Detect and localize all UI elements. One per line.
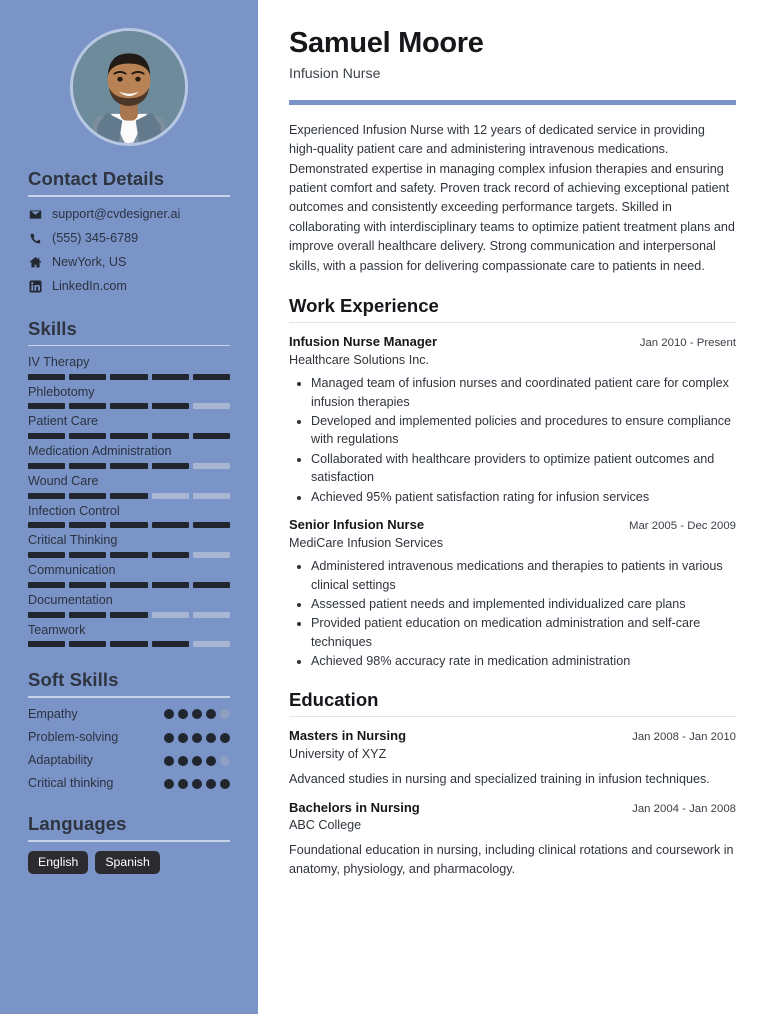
skill-level-bar [28,374,230,380]
skill-segment [152,582,189,588]
soft-skill-dot [192,709,202,719]
soft-skills-section [28,669,230,791]
education-entry-date: Jan 2008 - Jan 2010 [632,731,736,744]
work-bullet: • Provided patient education on medication administration and self-care techniques [311,614,736,651]
skill-segment [28,374,65,380]
education-entry [289,728,736,788]
work-entry-organization: Healthcare Solutions Inc. [289,352,430,367]
contact-linkedin-text: LinkedIn.com [52,278,127,293]
soft-skill-dot [164,733,174,743]
skill-item [28,533,230,558]
soft-skill-rating [164,756,230,766]
work-entry [289,517,736,671]
soft-skill-dot [164,709,174,719]
soft-skill-dot [220,733,230,743]
contact-item-email[interactable] [28,206,230,224]
skill-label: Communication [28,563,116,578]
skill-segment [110,374,147,380]
skill-level-bar [28,493,230,499]
soft-skill-dot [192,779,202,789]
soft-skill-label: Adaptability [28,753,94,768]
languages-divider [28,840,230,842]
profile-photo-illustration [73,31,185,143]
skill-level-bar [28,463,230,469]
skill-segment [110,463,147,469]
soft-skill-dot [220,779,230,789]
avatar [70,28,188,146]
work-bullet: • Achieved 98% accuracy rate in medication administration [311,652,736,670]
work-entry-title: Infusion Nurse Manager [289,334,438,350]
skill-item [28,623,230,648]
skill-segment [69,612,106,618]
education-entry [289,800,736,879]
soft-skill-dot [178,733,188,743]
skill-item [28,444,230,469]
skill-label: Infection Control [28,503,120,518]
soft-skill-dot [206,709,216,719]
work-entry-date: Jan 2010 - Present [639,337,736,350]
skill-segment [28,433,65,439]
work-bullet: • Managed team of infusion nurses and coordinated patient care for complex infusion therapies [311,374,736,411]
avatar-container [28,28,230,146]
skill-segment [28,493,65,499]
education-entry-institution: University of XYZ [289,747,387,762]
work-entry-title: Senior Infusion Nurse [289,516,425,532]
education-list [289,728,736,878]
skill-segment [193,493,230,499]
skill-level-bar [28,641,230,647]
skill-item [28,563,230,588]
skill-label: Medication Administration [28,444,172,459]
skill-segment [69,374,106,380]
soft-skill-dot [178,756,188,766]
soft-skill-dot [178,779,188,789]
soft-skill-rating [164,709,230,719]
languages-title: Languages [28,813,127,835]
skill-segment [110,522,147,528]
skill-segment [28,612,65,618]
skill-segment [69,552,106,558]
skill-item [28,414,230,439]
skill-segment [110,641,147,647]
home-icon [28,255,43,270]
work-bullet: • Collaborated with healthcare providers to optimize patient outcomes and satisfaction [311,450,736,487]
skill-level-bar [28,612,230,618]
skill-label: Critical Thinking [28,533,118,548]
skill-segment [152,612,189,618]
sidebar [0,0,258,1014]
skill-segment [193,463,230,469]
skill-segment [28,582,65,588]
soft-skill-item [28,707,230,722]
soft-skill-label: Critical thinking [28,776,114,791]
education-entry-description: Advanced studies in nursing and specialized training in infusion techniques. [289,771,710,786]
contact-item-location[interactable] [28,254,230,272]
work-bullet: • Achieved 95% patient satisfaction rating for infusion services [311,488,736,506]
work-bullet: • Developed and implemented policies and procedures to ensure compliance with regulations [311,412,736,449]
education-entry-title: Bachelors in Nursing [289,799,420,815]
work-bullet-list [289,557,736,670]
skill-segment [152,403,189,409]
job-role-subtitle: Infusion Nurse [289,65,381,82]
skill-segment [110,433,147,439]
skill-segment [193,582,230,588]
work-bullet-list [289,374,736,506]
soft-skill-dot [206,779,216,789]
soft-skills-list [28,707,230,791]
contact-details-title: Contact Details [28,168,165,189]
work-entry-header [289,334,736,351]
professional-summary: Experienced Infusion Nurse with 12 years of dedicated service in providing high-quality patient care and administering intravenous medications. Demonstrated expertise in managing complex infusion therapies and ensuring patient comfort and safety. Proven track record of achieving exceptional patient outcomes and consistently exceeding performance targets. Skilled in collaborating with interdisciplinary teams to optimize patient treatment plans and improve overall healthcare delivery. Strong communication and interpersonal skills, with a passion for delivering compassionate care to patients in need. [289,122,735,273]
education-entry-header [289,800,736,817]
skill-segment [110,582,147,588]
skill-segment [152,522,189,528]
work-entry [289,334,736,506]
work-entry-header [289,517,736,534]
linkedin-icon [28,279,43,294]
skill-segment [69,403,106,409]
skill-segment [193,374,230,380]
soft-skill-dot [220,756,230,766]
skill-segment [193,641,230,647]
skill-segment [152,493,189,499]
skills-section [28,318,230,648]
soft-skills-title: Soft Skills [28,669,119,691]
skill-segment [110,403,147,409]
soft-skill-dot [206,756,216,766]
skill-segment [193,403,230,409]
accent-bar [289,100,736,105]
contact-details-section [28,168,230,296]
education-divider [289,716,736,717]
work-experience-section [289,295,736,670]
languages-list [28,851,230,874]
skill-item [28,474,230,499]
skill-level-bar [28,433,230,439]
main-content [258,0,768,1014]
skill-label: Wound Care [28,473,99,488]
soft-skill-item [28,776,230,791]
education-entry-description: Foundational education in nursing, including clinical rotations and coursework in anatomy, physiology, and pharmacology. [289,842,734,876]
skills-list [28,355,230,647]
soft-skill-item [28,753,230,768]
skill-level-bar [28,552,230,558]
soft-skill-label: Empathy [28,706,78,721]
skill-segment [28,522,65,528]
education-section [289,689,736,878]
skill-label: IV Therapy [28,355,90,369]
education-title: Education [289,689,379,711]
education-entry-header [289,728,736,745]
skill-segment [193,612,230,618]
contact-divider [28,195,230,197]
education-entry-institution: ABC College [289,818,362,833]
skill-item [28,504,230,529]
skills-divider [28,345,230,347]
soft-skill-rating [164,779,230,789]
soft-skill-dot [192,733,202,743]
education-entry-date: Jan 2004 - Jan 2008 [632,802,736,815]
skill-level-bar [28,582,230,588]
skill-segment [69,641,106,647]
skill-segment [193,552,230,558]
skill-segment [69,433,106,439]
skill-segment [110,493,147,499]
skill-label: Phlebotomy [28,384,95,399]
envelope-icon [28,207,43,222]
skill-segment [152,641,189,647]
skill-item [28,355,230,380]
skill-label: Documentation [28,592,113,607]
work-entry-date: Mar 2005 - Dec 2009 [628,519,736,532]
soft-skill-dot [164,779,174,789]
soft-skill-rating [164,733,230,743]
skill-segment [152,374,189,380]
work-experience-divider [289,322,736,323]
skill-segment [110,612,147,618]
skill-segment [193,433,230,439]
skill-segment [28,552,65,558]
work-experience-list [289,334,736,670]
education-entry-title: Masters in Nursing [289,728,407,744]
skill-segment [28,641,65,647]
skill-segment [69,493,106,499]
soft-skill-dot [192,756,202,766]
skill-segment [69,582,106,588]
work-entry-organization: MediCare Infusion Services [289,535,443,550]
skill-label: Teamwork [28,622,86,637]
soft-skill-dot [220,709,230,719]
soft-skill-item [28,730,230,745]
phone-icon [28,231,43,246]
skill-segment [152,433,189,439]
skills-title: Skills [28,317,77,339]
contact-item-linkedin[interactable] [28,278,230,296]
contact-phone-text: (555) 345-6789 [52,230,139,245]
contact-item-phone[interactable] [28,230,230,248]
soft-skills-divider [28,696,230,698]
skill-label: Patient Care [28,414,99,429]
skill-segment [110,552,147,558]
work-bullet: • Assessed patient needs and implemented individualized care plans [311,595,736,613]
skill-level-bar [28,522,230,528]
skill-segment [28,463,65,469]
language-badge[interactable]: English [28,851,88,874]
skill-segment [152,463,189,469]
skill-item [28,593,230,618]
skill-segment [152,552,189,558]
work-experience-title: Work Experience [289,295,439,317]
soft-skill-dot [178,709,188,719]
skill-segment [69,522,106,528]
skill-segment [28,403,65,409]
skill-item [28,385,230,410]
soft-skill-dot [206,733,216,743]
work-bullet: • Administered intravenous medications and therapies to patients in various clinical settings [311,557,736,594]
soft-skill-dot [164,756,174,766]
contact-email-text: support@cvdesigner.ai [52,206,181,221]
soft-skill-label: Problem-solving [28,729,119,744]
page-title: Samuel Moore [289,27,484,59]
skill-segment [193,522,230,528]
skill-segment [69,463,106,469]
contact-location-text: NewYork, US [52,254,127,269]
languages-section [28,813,230,874]
skill-level-bar [28,403,230,409]
language-badge[interactable]: Spanish [95,851,159,874]
